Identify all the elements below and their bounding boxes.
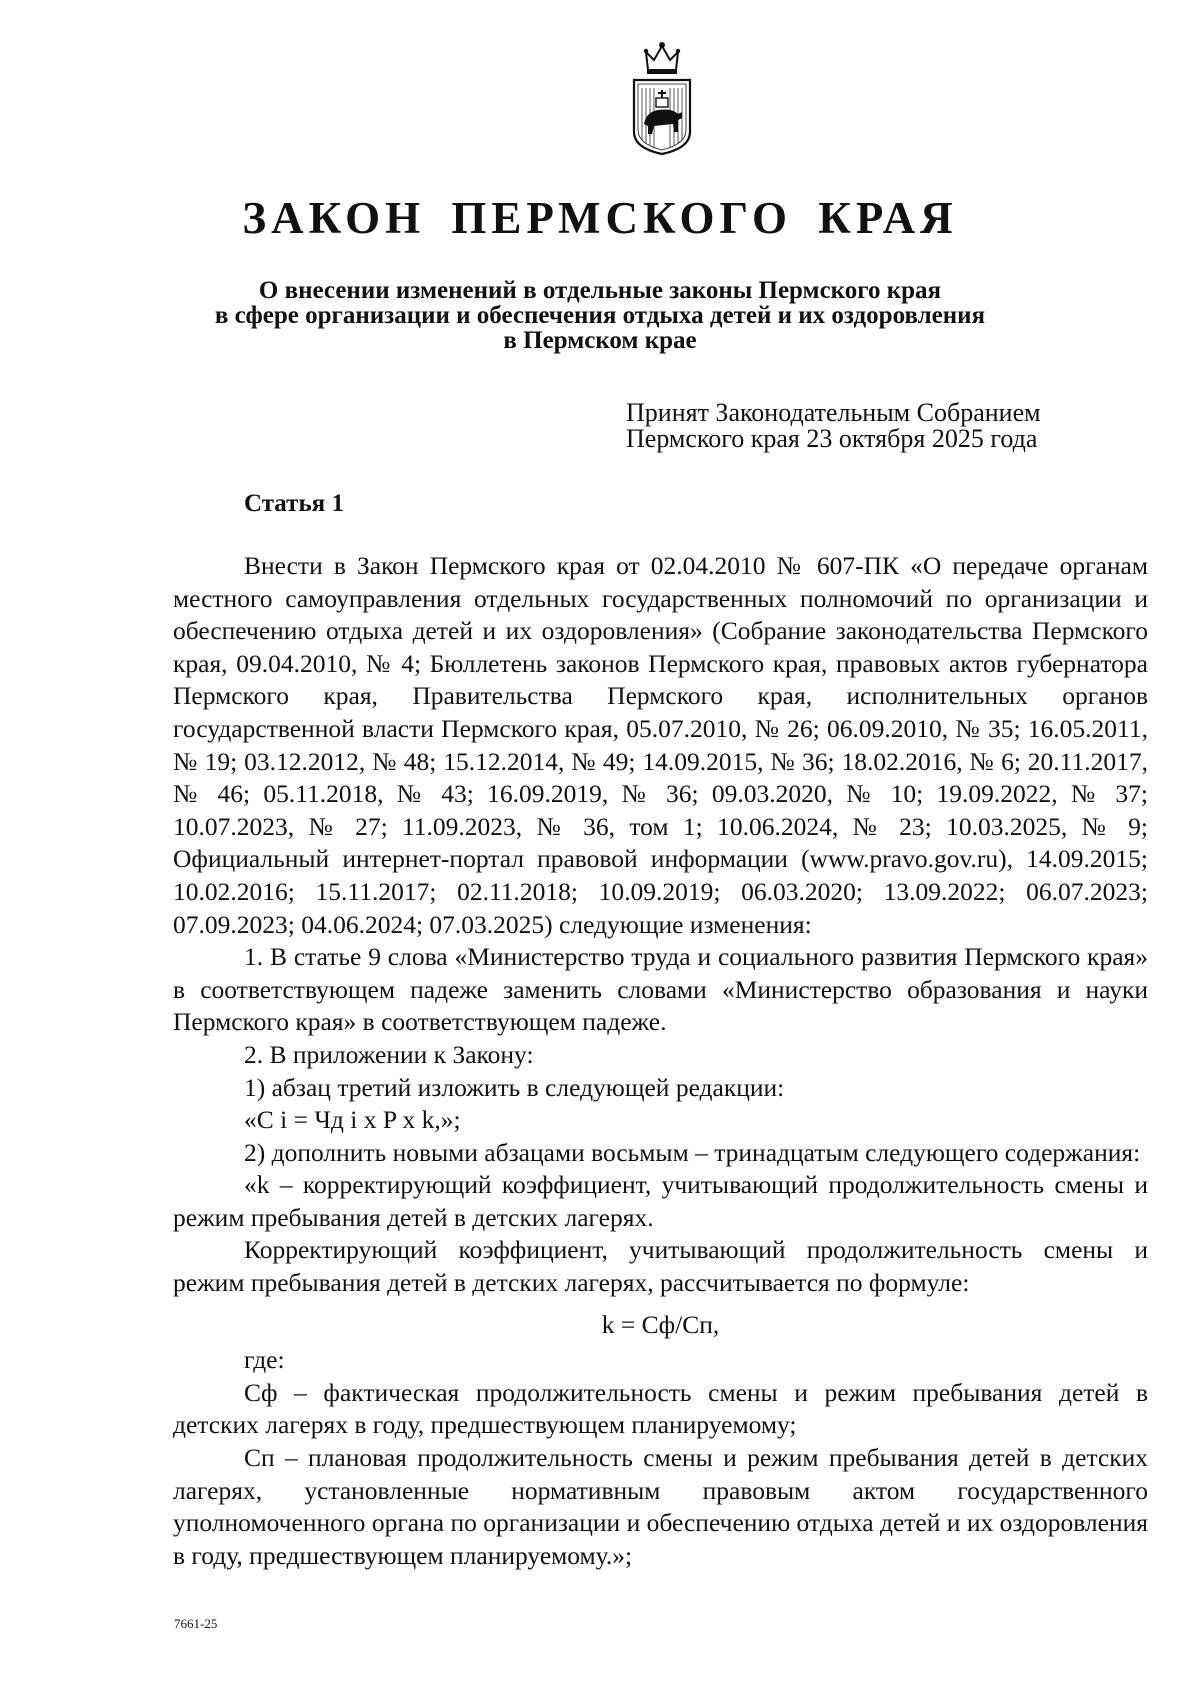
paragraph: 1. В статье 9 слова «Министерство труда и социального развития Пермского края» в соответствующем падеже заменить словами «Министерство образования и науки Пермского края» в соответствующем падеже. <box>173 942 1148 1037</box>
paragraph: «C i = Чд i x P x k,»; <box>244 1105 461 1135</box>
subtitle-line: О внесении изменений в отдельные законы Пермского края <box>258 277 942 304</box>
document-code: 7661-25 <box>174 1616 218 1631</box>
adoption-line: Пермского края 23 октября 2025 года <box>626 424 1038 453</box>
subtitle-line: в Пермском крае <box>503 327 697 354</box>
paragraph: 2) дополнить новыми абзацами восьмым – тринадцатым следующего содержания: <box>244 1137 1141 1167</box>
formula: k = Сф/Сп, <box>601 1309 720 1339</box>
paragraph: Сф – фактическая продолжительность смены и режим пребывания детей в детских лагерях в году, предшествующем планируемому; <box>173 1377 1148 1440</box>
adoption-line: Принят Законодательным Собранием <box>626 398 1041 427</box>
law-subtitle <box>170 278 1030 353</box>
adoption-note <box>626 400 1086 452</box>
paragraph: Внести в Закон Пермского края от 02.04.2010 № 607-ПК «О передаче органам местного самоуправления отдельных государственных полномочий по организации и обеспечению отдыха детей и их оздоровления» (Собрание законодательства Пермского края, 09.04.2010, № 4; Бюллетень законов Пермского края, правовых актов губернатора Пермского края, Правительства Пермского края, исполнительных органов государственной власти Пермского края, 05.07.2010, № 26; 06.09.2010, № 35; 16.05.2011, № 19; 03.12.2012, № 48; 15.12.2014, № 49; 14.09.2015, № 36; 18.02.2016, № 6; 20.11.2017, № 46; 05.11.2018, № 43; 16.09.2019, № 36; 09.03.2020, № 10; 19.09.2022, № 37; 10.07.2023, № 27; 11.09.2023, № 36, том 1; 10.06.2024, № 23; 10.03.2025, № 9; Официальный интернет-портал правовой информации (www.pravo.gov.ru), 14.09.2015; 10.02.2016; 15.11.2017; 02.11.2018; 10.09.2019; 06.03.2020; 13.09.2022; 06.07.2023; 07.09.2023; 04.06.2024; 07.03.2025) следующие изменения: <box>173 551 1148 939</box>
paragraph: «k – корректирующий коэффициент, учитывающий продолжительность смены и режим пребывания детей в детских лагерях. <box>173 1170 1148 1232</box>
paragraph: Корректирующий коэффициент, учитывающий продолжительность смены и режим пребывания детей в детских лагерях, рассчитывается по формуле: <box>173 1235 1148 1298</box>
perm-krai-coat-of-arms-icon <box>628 40 696 156</box>
paragraph: 2. В приложении к Закону: <box>244 1039 534 1069</box>
law-title: ЗАКОН ПЕРМСКОГО КРАЯ <box>242 193 958 243</box>
subtitle-line: в сфере организации и обеспечения отдыха детей и их оздоровления <box>214 302 986 329</box>
article-title: Статья 1 <box>244 490 344 517</box>
paragraph: Сп – плановая продолжительность смены и режим пребывания детей в детских лагерях, установленные нормативным правовым актом государственного уполномоченного органа по организации и обеспечению отдыха детей и их оздоровления в году, предшествующем планируемому.»; <box>173 1443 1148 1570</box>
paragraph: где: <box>244 1345 285 1375</box>
article-body <box>173 550 1148 1572</box>
paragraph: 1) абзац третий изложить в следующей редакции: <box>244 1072 785 1102</box>
